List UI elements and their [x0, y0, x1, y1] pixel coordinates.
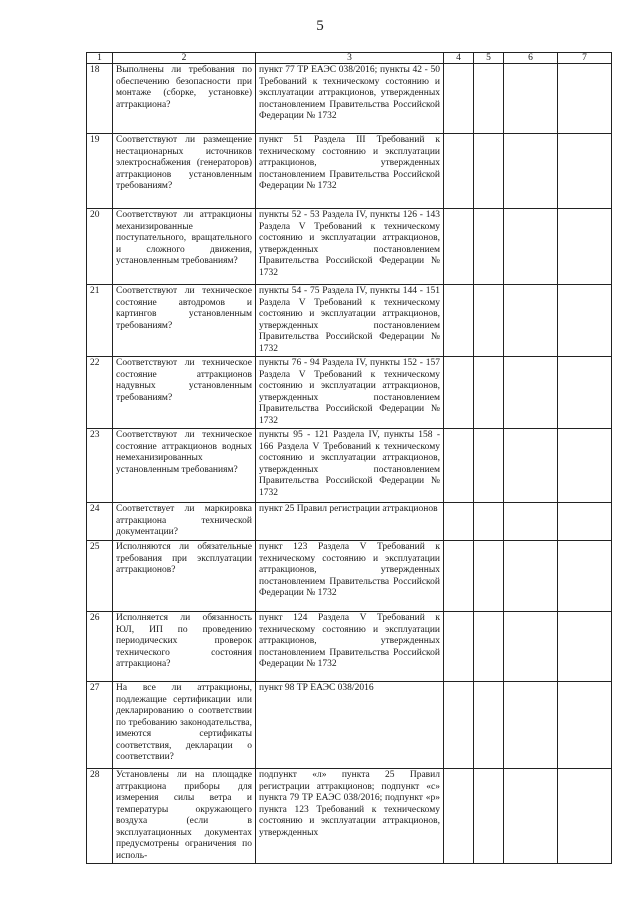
header-cell: 6	[504, 53, 558, 64]
answer-no-cell[interactable]	[474, 682, 504, 769]
question-cell: Исполняется ли обязанность ЮЛ, ИП по проведению периодических проверок технического состояния аттракциона?	[113, 612, 256, 682]
answer-no-cell[interactable]	[474, 285, 504, 357]
row-number: 27	[87, 682, 113, 769]
row-number: 25	[87, 541, 113, 612]
answer-yes-cell[interactable]	[444, 209, 474, 285]
reference-cell: пункты 76 - 94 Раздела IV, пункты 152 - 157 Раздела V Требований к техническому состоянию и эксплуатации аттракционов, утвержденных постановлением Правительства Российской Федерации № 1732	[256, 357, 444, 429]
note-cell[interactable]	[558, 209, 612, 285]
reference-cell: пункт 25 Правил регистрации аттракционов	[256, 503, 444, 541]
answer-no-cell[interactable]	[474, 357, 504, 429]
header-cell: 5	[474, 53, 504, 64]
checklist-table	[86, 52, 612, 864]
answer-no-cell[interactable]	[474, 134, 504, 209]
reference-cell: пункты 52 - 53 Раздела IV, пункты 126 - 143 Раздела V Требований к техническому состоянию и эксплуатации аттракционов, утвержденных постановлением Правительства Российской Федерации № 1732	[256, 209, 444, 285]
answer-yes-cell[interactable]	[444, 134, 474, 209]
header-row	[87, 53, 612, 64]
not-applicable-cell[interactable]	[504, 209, 558, 285]
header-cell: 7	[558, 53, 612, 64]
row-number: 28	[87, 769, 113, 864]
answer-no-cell[interactable]	[474, 612, 504, 682]
note-cell[interactable]	[558, 541, 612, 612]
note-cell[interactable]	[558, 285, 612, 357]
header-cell: 3	[256, 53, 444, 64]
page-number: 5	[316, 18, 324, 34]
answer-yes-cell[interactable]	[444, 429, 474, 503]
reference-cell: пункты 95 - 121 Раздела IV, пункты 158 - 166 Раздела V Требований к техническому состоянию и эксплуатации аттракционов, утвержденных постановлением Правительства Российской Федерации № 1732	[256, 429, 444, 503]
header-cell: 4	[444, 53, 474, 64]
question-cell: Соответствует ли маркировка аттракциона технической документации?	[113, 503, 256, 541]
answer-no-cell[interactable]	[474, 769, 504, 864]
table-row	[87, 429, 612, 503]
answer-yes-cell[interactable]	[444, 769, 474, 864]
reference-cell: пункт 98 ТР ЕАЭС 038/2016	[256, 682, 444, 769]
answer-yes-cell[interactable]	[444, 682, 474, 769]
table-row	[87, 682, 612, 769]
row-number: 23	[87, 429, 113, 503]
answer-no-cell[interactable]	[474, 64, 504, 134]
table-row	[87, 209, 612, 285]
note-cell[interactable]	[558, 134, 612, 209]
question-cell: Соответствуют ли размещение нестационарных источников электроснабжения (генераторов) аттракционов установленным требованиям?	[113, 134, 256, 209]
not-applicable-cell[interactable]	[504, 429, 558, 503]
note-cell[interactable]	[558, 503, 612, 541]
not-applicable-cell[interactable]	[504, 134, 558, 209]
note-cell[interactable]	[558, 682, 612, 769]
reference-cell: подпункт «л» пункта 25 Правил регистрации аттракционов; подпункт «с» пункта 79 ТР ЕАЭС 038/2016; подпункт «р» пункта 123 Требований к техническому состоянию и эксплуатации аттракционов, утвержденных	[256, 769, 444, 864]
not-applicable-cell[interactable]	[504, 285, 558, 357]
answer-no-cell[interactable]	[474, 503, 504, 541]
table-row	[87, 285, 612, 357]
note-cell[interactable]	[558, 612, 612, 682]
not-applicable-cell[interactable]	[504, 682, 558, 769]
reference-cell: пункт 124 Раздела V Требований к техническому состоянию и эксплуатации аттракционов, утвержденных постановлением Правительства Российской Федерации № 1732	[256, 612, 444, 682]
row-number: 26	[87, 612, 113, 682]
question-cell: Соответствуют ли техническое состояние автодромов и картингов установленным требованиям?	[113, 285, 256, 357]
answer-yes-cell[interactable]	[444, 64, 474, 134]
row-number: 24	[87, 503, 113, 541]
answer-no-cell[interactable]	[474, 209, 504, 285]
note-cell[interactable]	[558, 64, 612, 134]
answer-yes-cell[interactable]	[444, 612, 474, 682]
not-applicable-cell[interactable]	[504, 503, 558, 541]
header-cell: 1	[87, 53, 113, 64]
table-row	[87, 612, 612, 682]
reference-cell: пункты 54 - 75 Раздела IV, пункты 144 - 151 Раздела V Требований к техническому состоянию и эксплуатации аттракционов, утвержденных постановлением Правительства Российской Федерации № 1732	[256, 285, 444, 357]
question-cell: Установлены ли на площадке аттракциона приборы для измерения силы ветра и температуры окружающего воздуха (если в эксплуатационных документах предусмотрены ограничения по исполь-	[113, 769, 256, 864]
table-row	[87, 134, 612, 209]
header-cell: 2	[113, 53, 256, 64]
row-number: 19	[87, 134, 113, 209]
row-number: 22	[87, 357, 113, 429]
answer-yes-cell[interactable]	[444, 285, 474, 357]
not-applicable-cell[interactable]	[504, 769, 558, 864]
reference-cell: пункт 51 Раздела III Требований к техническому состоянию и эксплуатации аттракционов, утвержденных постановлением Правительства Российской Федерации № 1732	[256, 134, 444, 209]
note-cell[interactable]	[558, 769, 612, 864]
row-number: 20	[87, 209, 113, 285]
reference-cell: пункт 123 Раздела V Требований к техническому состоянию и эксплуатации аттракционов, утвержденных постановлением Правительства Российской Федерации № 1732	[256, 541, 444, 612]
not-applicable-cell[interactable]	[504, 612, 558, 682]
table-row	[87, 357, 612, 429]
answer-yes-cell[interactable]	[444, 503, 474, 541]
answer-no-cell[interactable]	[474, 429, 504, 503]
answer-yes-cell[interactable]	[444, 357, 474, 429]
note-cell[interactable]	[558, 429, 612, 503]
question-cell: Соответствуют ли техническое состояние аттракционов надувных установленным требованиям?	[113, 357, 256, 429]
question-cell: Соответствуют ли аттракционы механизированные поступательного, вращательного и сложного движения, установленным требованиям?	[113, 209, 256, 285]
answer-yes-cell[interactable]	[444, 541, 474, 612]
answer-no-cell[interactable]	[474, 541, 504, 612]
table-row	[87, 503, 612, 541]
table-row	[87, 769, 612, 864]
reference-cell: пункт 77 ТР ЕАЭС 038/2016; пункты 42 - 50 Требований к техническому состоянию и эксплуатации аттракционов, утвержденных постановлением Правительства Российской Федерации № 1732	[256, 64, 444, 134]
note-cell[interactable]	[558, 357, 612, 429]
table-row	[87, 64, 612, 134]
question-cell: Соответствуют ли техническое состояние аттракционов водных немеханизированных установленным требованиям?	[113, 429, 256, 503]
not-applicable-cell[interactable]	[504, 541, 558, 612]
row-number: 21	[87, 285, 113, 357]
question-cell: Исполняются ли обязательные требования при эксплуатации аттракционов?	[113, 541, 256, 612]
question-cell: Выполнены ли требования по обеспечению безопасности при монтаже (сборке, установке) аттракциона?	[113, 64, 256, 134]
question-cell: На все ли аттракционы, подлежащие сертификации или декларированию о соответствии по требованию законодательства, имеются сертификаты соответствия, декларации о соответствии?	[113, 682, 256, 769]
not-applicable-cell[interactable]	[504, 357, 558, 429]
row-number: 18	[87, 64, 113, 134]
not-applicable-cell[interactable]	[504, 64, 558, 134]
table-row	[87, 541, 612, 612]
